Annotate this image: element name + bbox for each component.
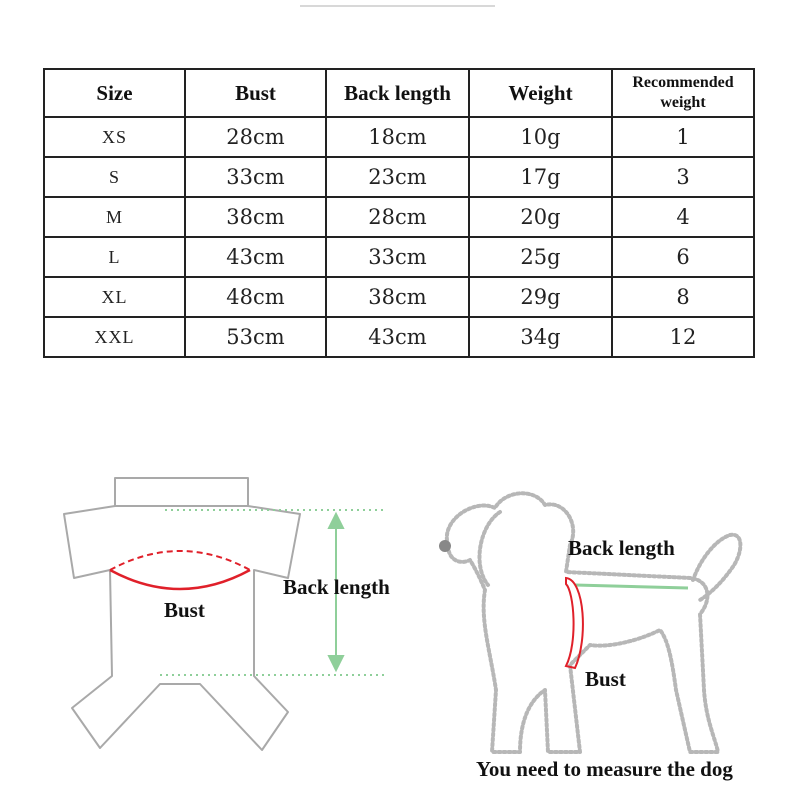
cell-back-length: 38cm [326,277,469,317]
cell-recommended-weight: 6 [612,237,754,277]
cell-weight: 29g [469,277,612,317]
garment-bust-label: Bust [164,598,205,622]
cell-weight: 17g [469,157,612,197]
cell-weight: 34g [469,317,612,357]
dog-outline [447,493,741,752]
cell-back-length: 33cm [326,237,469,277]
cell-back-length: 18cm [326,117,469,157]
cell-bust: 48cm [185,277,326,317]
cell-recommended-weight: 1 [612,117,754,157]
cell-back-length: 28cm [326,197,469,237]
header-size: Size [44,69,185,117]
cell-bust: 28cm [185,117,326,157]
cell-size: XS [44,117,185,157]
header-back-length: Back length [326,69,469,117]
cell-size: M [44,197,185,237]
header-recommended-weight-line1: Recommended [632,74,734,91]
garment-back-length-label: Back length [283,575,390,599]
cell-weight: 20g [469,197,612,237]
cell-bust: 33cm [185,157,326,197]
cell-back-length: 23cm [326,157,469,197]
cell-weight: 10g [469,117,612,157]
cell-recommended-weight: 3 [612,157,754,197]
cell-recommended-weight: 12 [612,317,754,357]
cell-size: XL [44,277,185,317]
header-bust: Bust [185,69,326,117]
dog-nose [439,540,451,552]
dog-measure-caption: You need to measure the dog [476,757,733,781]
cell-size: S [44,157,185,197]
garment-bust-marker [110,551,250,589]
cell-bust: 38cm [185,197,326,237]
dog-back-length-label: Back length [568,536,675,560]
cell-recommended-weight: 4 [612,197,754,237]
cell-size: XXL [44,317,185,357]
cell-size: L [44,237,185,277]
dog-back-length-marker [575,585,688,588]
header-recommended-weight-line2: weight [660,94,706,111]
cell-weight: 25g [469,237,612,277]
header-weight: Weight [469,69,612,117]
cell-bust: 43cm [185,237,326,277]
cell-recommended-weight: 8 [612,277,754,317]
dog-bust-label: Bust [585,667,626,691]
cell-back-length: 43cm [326,317,469,357]
cell-bust: 53cm [185,317,326,357]
dog-bust-marker [566,578,583,668]
